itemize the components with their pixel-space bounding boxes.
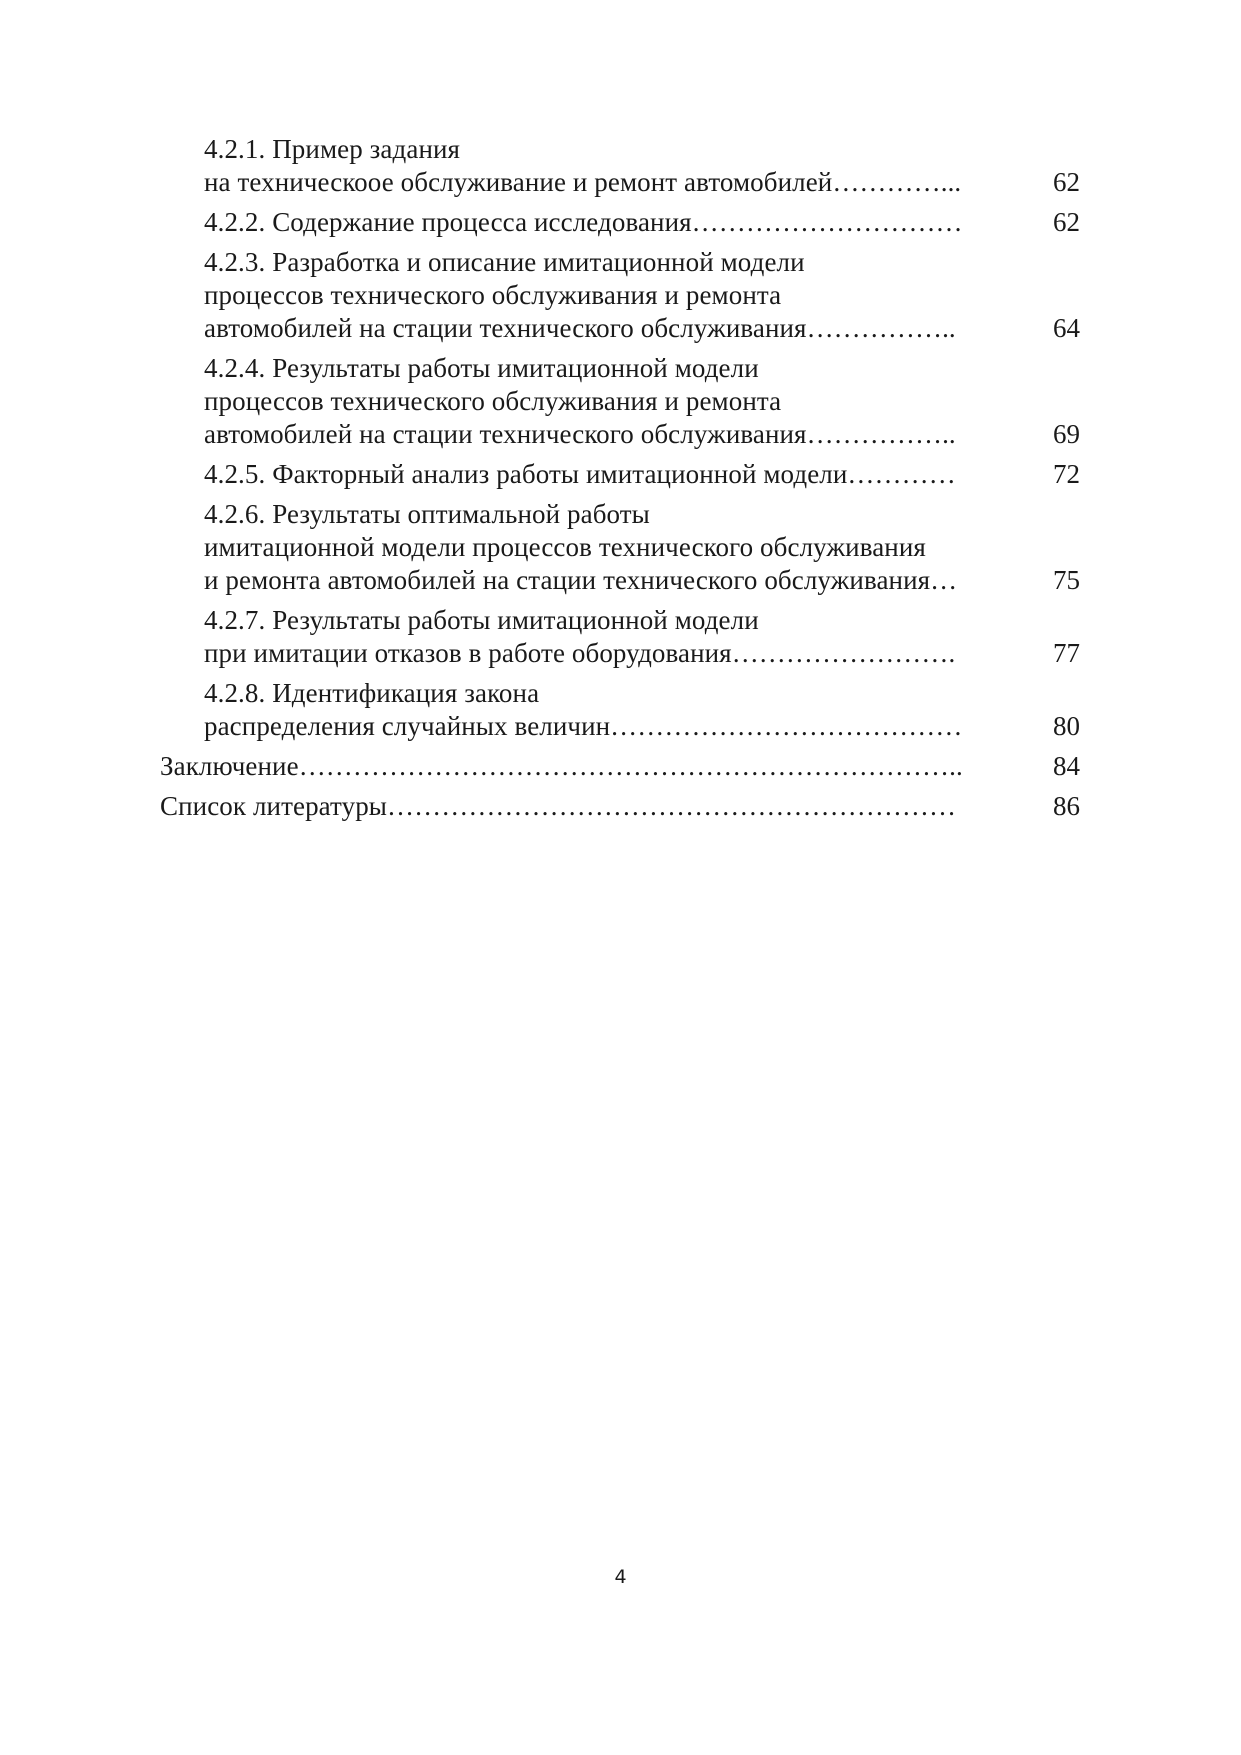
toc-page-number: 62 [1053,207,1080,237]
toc-entry-line: 4.2.1. Пример задания [204,134,461,164]
toc-entry[interactable] [160,498,1080,597]
toc-entry-line: распределения случайных величин………………………………… [204,711,963,741]
toc-entry-line: имитационной модели процессов технического обслуживания [204,532,926,562]
toc-entry[interactable] [160,677,1080,743]
toc-entry-line: 4.2.6. Результаты оптимальной работы [204,499,650,529]
toc-entry[interactable] [160,790,1080,823]
toc-page-number: 64 [1053,313,1080,343]
page-number: 4 [614,1566,627,1588]
toc-page-number: 84 [1053,751,1080,781]
toc-entry-line: 4.2.4. Результаты работы имитационной модели [204,353,759,383]
toc-entry-line: Список литературы……………………………………………………… [160,791,957,821]
toc-entry-line: процессов технического обслуживания и ремонта [204,280,782,310]
toc-entry-line: при имитации отказов в работе оборудования……………………. [204,638,956,668]
toc-entry-line: автомобилей на стации технического обслуживания…………….. [204,313,956,343]
toc-entry[interactable] [160,458,1080,491]
toc-entry[interactable] [160,246,1080,345]
toc-page-number: 62 [1053,167,1080,197]
toc-entry-line: Заключение……………………………………………………………….. [160,751,963,781]
toc-entry[interactable] [160,750,1080,783]
toc-entry-line: процессов технического обслуживания и ремонта [204,386,782,416]
toc-page-number: 80 [1053,711,1080,741]
table-of-contents [160,133,1080,830]
toc-page-number: 86 [1053,791,1080,821]
toc-entry-line: на техническоое обслуживание и ремонт автомобилей…………... [204,167,962,197]
toc-entry-line: 4.2.8. Идентификация закона [204,678,540,708]
toc-entry[interactable] [160,604,1080,670]
toc-entry[interactable] [160,133,1080,199]
toc-entry-line: и ремонта автомобилей на стации технического обслуживания… [204,565,958,595]
toc-page-number: 72 [1053,459,1080,489]
toc-entry-line: 4.2.5. Факторный анализ работы имитационной модели………… [204,459,956,489]
toc-entry-line: 4.2.3. Разработка и описание имитационной модели [204,247,805,277]
toc-entry-line: 4.2.7. Результаты работы имитационной модели [204,605,759,635]
toc-entry-line: 4.2.2. Содержание процесса исследования………………………… [204,207,963,237]
toc-page-number: 75 [1053,565,1080,595]
toc-page-number: 69 [1053,419,1080,449]
toc-entry[interactable] [160,352,1080,451]
toc-entry[interactable] [160,206,1080,239]
toc-entry-line: автомобилей на стации технического обслуживания…………….. [204,419,956,449]
toc-page-number: 77 [1053,638,1080,668]
